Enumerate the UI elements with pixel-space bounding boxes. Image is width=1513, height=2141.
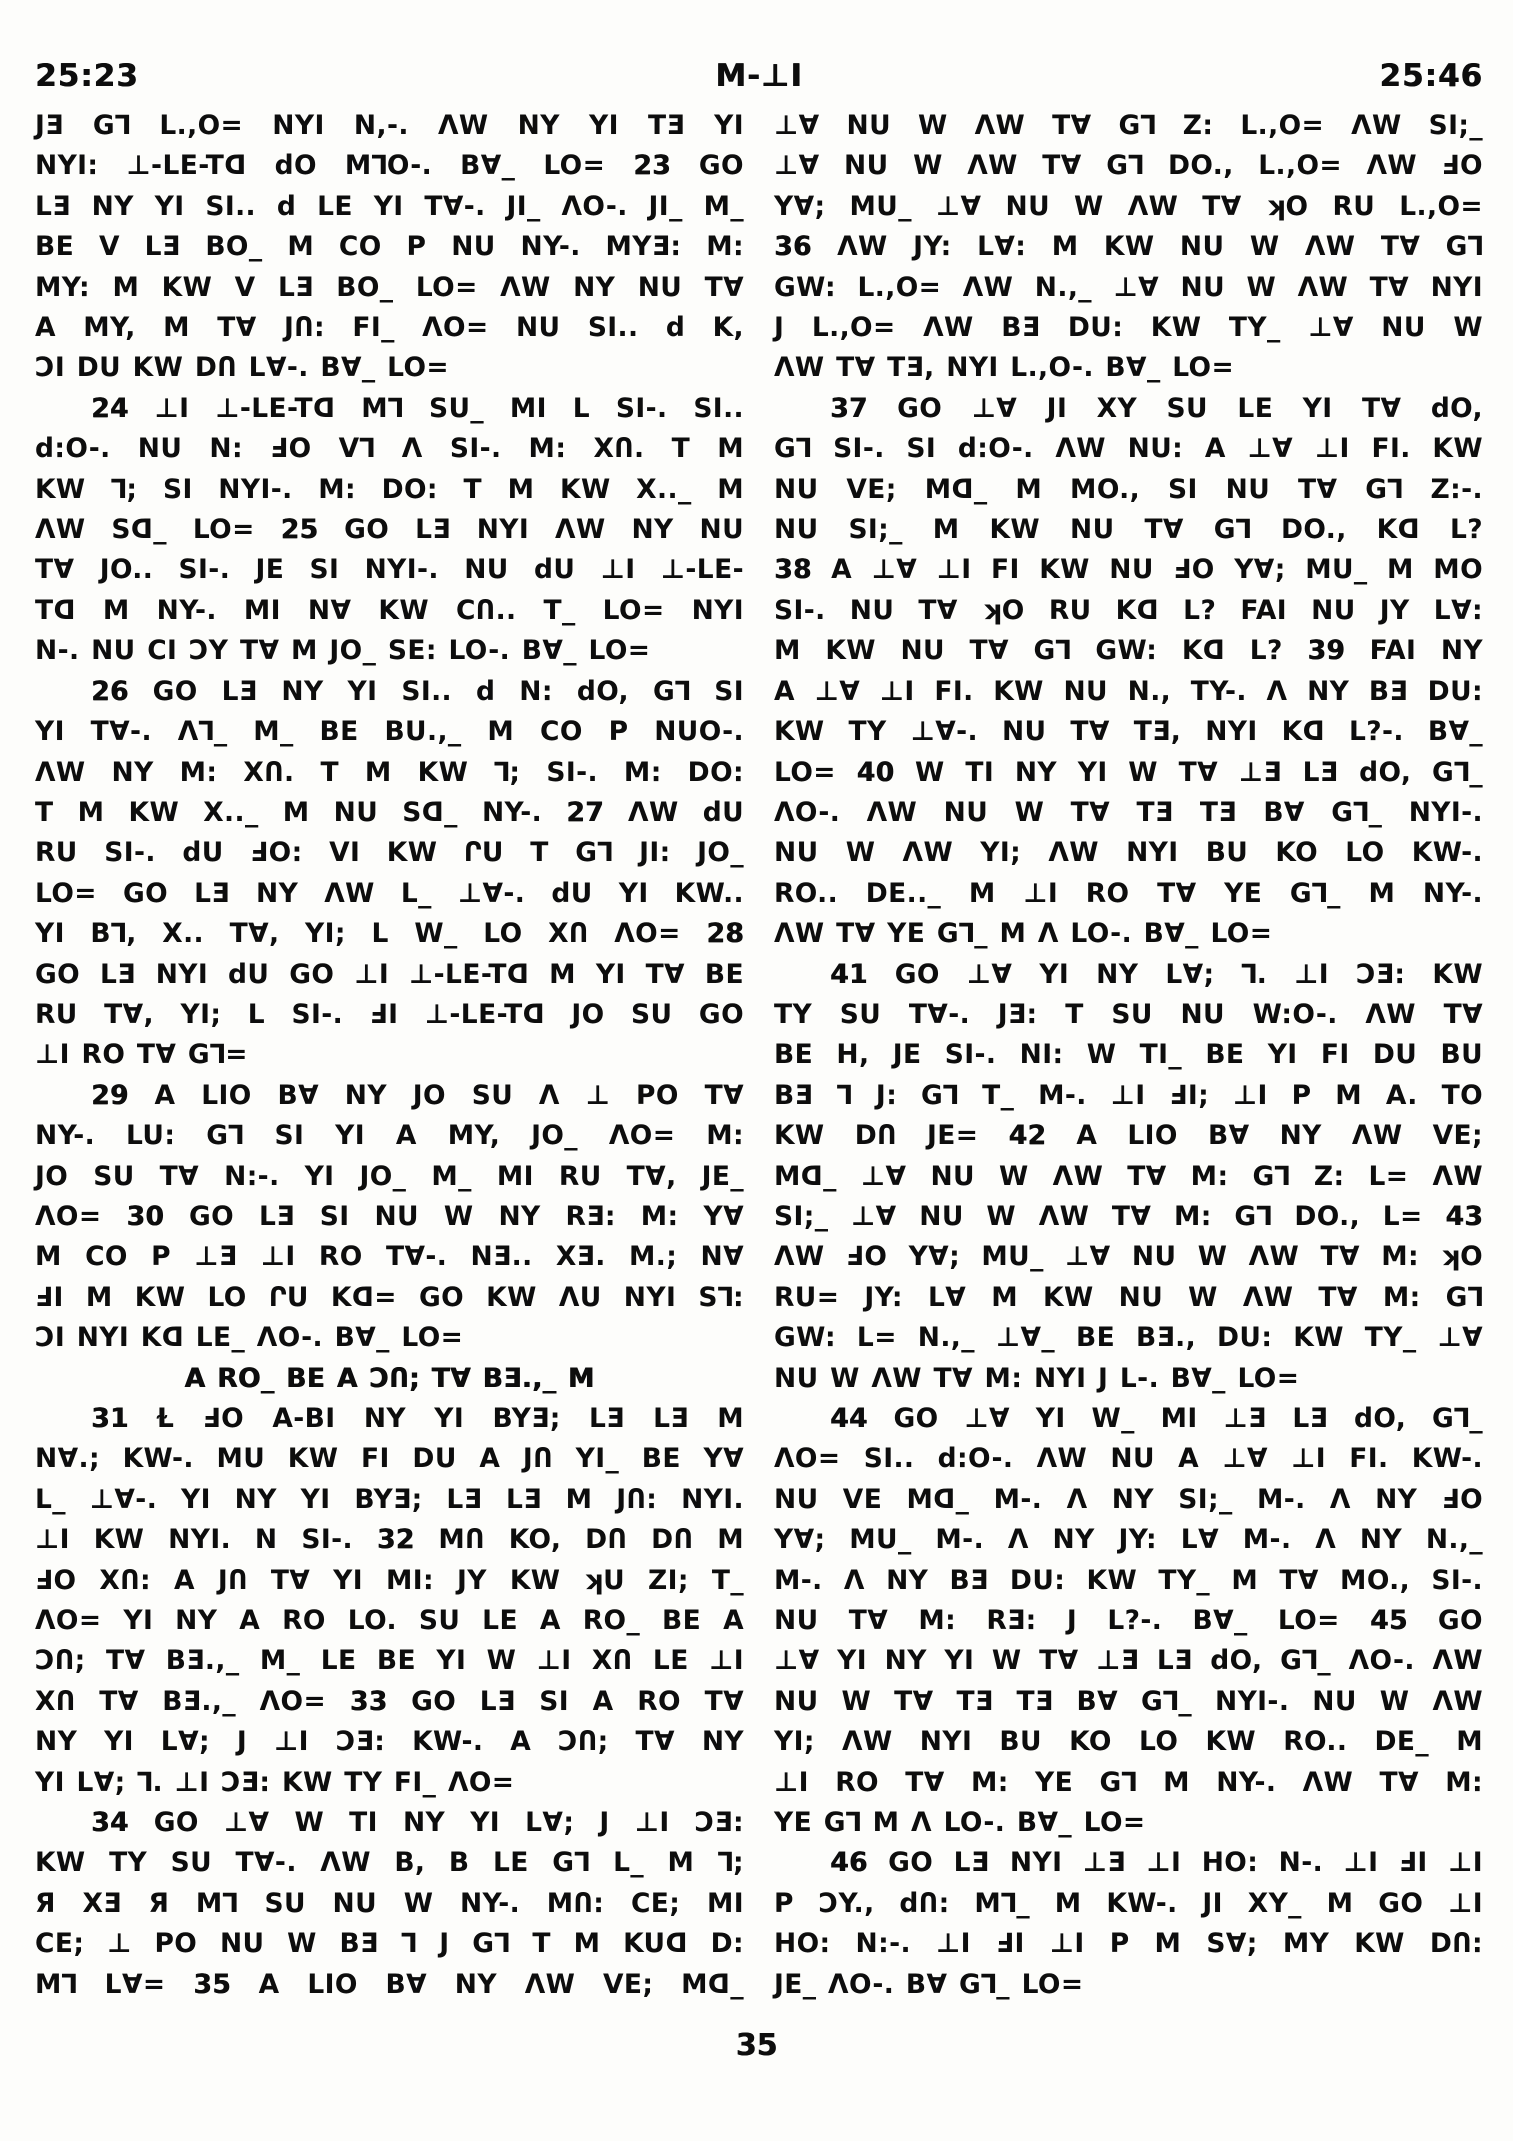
text-line: NYI: ⊥-LE-Tᗡ dO M⅂O-. B∀_ LO= 23 GO	[35, 150, 744, 182]
text-line: 29 A LIO B∀ NY JO SU Ʌ ⊥ PO T∀	[91, 1079, 744, 1111]
text-line: JO SU T∀ N:-. YI JO_ M_ MI RU T∀, JE_	[35, 1160, 744, 1192]
text-line: ⊥I KW NYI. N SI-. 32 MՈ KO, DՈ DՈ M	[35, 1524, 744, 1556]
text-line: RU= JY: L∀ M KW NU W ɅW T∀ M: G⅂	[774, 1281, 1483, 1313]
text-line: NY YI L∀; J ⊥I ƆƎ: KW-. A ƆՈ; T∀ NY	[35, 1726, 744, 1758]
text-line: M⅂ L∀= 35 A LIO B∀ NY ɅW VE; Mᗡ_	[35, 1968, 744, 2000]
text-line: d:O-. NU N: ℲO V⅂ Ʌ SI-. M: XՈ. T M	[35, 433, 744, 465]
right-text-column	[774, 106, 1483, 2005]
text-line: N-. NU CI ƆY T∀ M JO_ SE: LO-. B∀_ LO=	[35, 635, 651, 667]
text-line: Y∀; MU_ ⊥∀ NU W ɅW T∀ ʞO RU L.,O=	[774, 190, 1483, 222]
page-title: M-⊥I	[715, 58, 803, 94]
text-line: JE_ ɅO-. B∀ G⅂_ LO=	[774, 1968, 1084, 2000]
chapter-verse-ref-left: 25:23	[35, 58, 139, 94]
text-line: BƎ ⅂ J: G⅂ T_ M-. ⊥I ℲI; ⊥I P M A. TO	[774, 1079, 1483, 1111]
text-line: TY SU T∀-. JƎ: T SU NU W:O-. ɅW T∀	[774, 998, 1483, 1030]
text-line: 37 GO ⊥∀ JI XY SU LE YI T∀ dO,	[830, 392, 1483, 424]
text-line: T∀ JO.. SI-. JE SI NYI-. NU dU ⊥I ⊥-LE-	[35, 554, 744, 586]
text-line: 41 GO ⊥∀ YI NY L∀; ⅂. ⊥I ƆƎ: KW	[830, 958, 1483, 990]
text-line: BE V LƎ BO_ M CO P NU NY-. MYƎ: M:	[35, 231, 744, 263]
text-line: RU T∀, YI; L SI-. ℲI ⊥-LE-Tᗡ JO SU GO	[35, 998, 744, 1030]
text-line: 38 A ⊥∀ ⊥I FI KW NU ℲO Y∀; MU_ M MO	[774, 554, 1483, 586]
text-line: ɅW NY M: XՈ. T M KW ⅂; SI-. M: DO:	[35, 756, 744, 788]
left-text-column	[35, 106, 744, 2005]
text-line: ⊥I RO T∀ G⅂=	[35, 1039, 248, 1071]
text-line: 31 Ɫ ℲO A-BI NY YI BYƎ; LƎ LƎ M	[91, 1403, 744, 1434]
text-line: A ⊥∀ ⊥I FI. KW NU N., TY-. Ʌ NY BƎ DU:	[774, 675, 1483, 707]
text-line: LO= 40 W TI NY YI W T∀ ⊥Ǝ LƎ dO, G⅂_	[774, 756, 1484, 788]
text-line: G⅂ SI-. SI d:O-. ɅW NU: A ⊥∀ ⊥I FI. KW	[774, 433, 1483, 465]
text-line: L_ ⊥∀-. YI NY YI BYƎ; LƎ LƎ M JՈ: NYI.	[35, 1483, 744, 1515]
text-line: HO: N:-. ⊥I ℲI ⊥I P M S∀; MY KW DՈ:	[774, 1928, 1483, 1960]
text-line: M KW NU T∀ G⅂ GW: Kᗡ L? 39 FAI NY	[774, 635, 1483, 667]
text-line: ⊥I RO T∀ M: YE G⅂ M NY-. ɅW T∀ M:	[774, 1766, 1483, 1798]
text-line: LƎ NY YI SI.. d LE YI T∀-. JI_ ɅO-. JI_ M_	[35, 190, 744, 222]
text-line: Tᗡ M NY-. MI N∀ KW CՈ.. T_ LO= NYI	[35, 594, 744, 626]
text-line: ℲO XՈ: A JՈ T∀ YI MI: JY KW ʞU ZI; T_	[35, 1564, 744, 1596]
text-line: RO.. DE.._ M ⊥I RO T∀ YE G⅂_ M NY-.	[774, 877, 1483, 909]
text-line: 24 ⊥I ⊥-LE-Tᗡ M⅂ SU_ MI L SI-. SI..	[91, 392, 744, 424]
text-line: ɅO= 30 GO LƎ SI NU W NY RƎ: M: Y∀	[35, 1200, 744, 1232]
text-line: KW DՈ JE= 42 A LIO B∀ NY ɅW VE;	[774, 1120, 1483, 1152]
text-line: ɅW T∀ YE G⅂_ M Ʌ LO-. B∀_ LO=	[774, 918, 1273, 950]
text-line: ⊥∀ NU W ɅW T∀ G⅂ DO., L.,O= ɅW ℲO	[774, 150, 1483, 182]
text-line: ƆI DU KW DՈ L∀-. B∀_ LO=	[35, 352, 450, 384]
text-line: Mᗡ_ ⊥∀ NU W ɅW T∀ M: G⅂ Z: L= ɅW	[774, 1160, 1483, 1192]
text-line: YI L∀; ⅂. ⊥I ƆƎ: KW TY FI_ ɅO=	[35, 1766, 515, 1798]
text-line: NU W ɅW YI; ɅW NYI BU KO LO KW-.	[774, 837, 1483, 869]
text-line: ɅO-. ɅW NU W T∀ TƎ TƎ B∀ G⅂_ NYI-.	[774, 796, 1483, 828]
text-line: 46 GO LƎ NYI ⊥Ǝ ⊥I HO: N-. ⊥I ℲI ⊥I	[830, 1847, 1483, 1879]
text-line: NU W T∀ TƎ TƎ B∀ G⅂_ NYI-. NU W ɅW	[774, 1685, 1483, 1717]
text-line: ɅO= SI.. d:O-. ɅW NU A ⊥∀ ⊥I FI. KW-.	[774, 1443, 1483, 1475]
text-line: ⊥∀ YI NY YI W T∀ ⊥Ǝ LƎ dO, G⅂_ ɅO-. ɅW	[774, 1645, 1483, 1677]
text-line: NU T∀ M: RƎ: J L?-. B∀_ LO= 45 GO	[774, 1605, 1483, 1637]
text-line: GO LƎ NYI dU GO ⊥I ⊥-LE-Tᗡ M YI T∀ BE	[35, 958, 744, 990]
text-line: KW TY SU T∀-. ɅW B, B LE G⅂ L_ M ⅂;	[35, 1847, 744, 1879]
chapter-verse-ref-right: 25:46	[1379, 58, 1483, 94]
text-line: YE G⅂ M Ʌ LO-. B∀_ LO=	[774, 1807, 1146, 1839]
text-line: ƆI NYI Kᗡ LE_ ɅO-. B∀_ LO=	[35, 1322, 464, 1354]
text-line: A MY, M T∀ JՈ: FI_ ɅO= NU SI.. d K,	[35, 312, 744, 344]
text-line: NU VE; Mᗡ_ M MO., SI NU T∀ G⅂ Z:-.	[774, 473, 1483, 505]
page-number: 35	[735, 2028, 778, 2063]
text-line: NU W ɅW T∀ M: NYI J L-. B∀_ LO=	[774, 1362, 1300, 1394]
text-line: SI;_ ⊥∀ NU W ɅW T∀ M: G⅂ DO., L= 43	[774, 1200, 1483, 1232]
text-columns	[35, 106, 1483, 2005]
text-line: RU SI-. dU ℲO: VI KW ՐU T G⅂ JI: JO_	[35, 837, 744, 869]
text-line: YI T∀-. Ʌ⅂_ M_ BE BU.,_ M CO P NUO-.	[35, 716, 744, 748]
text-line: ɅW Sᗡ_ LO= 25 GO LƎ NYI ɅW NY NU	[35, 514, 744, 546]
text-line: KW TY ⊥∀-. NU T∀ TƎ, NYI Kᗡ L?-. B∀_	[774, 716, 1483, 748]
text-line: ⊥∀ NU W ɅW T∀ G⅂ Z: L.,O= ɅW SI;_	[774, 110, 1483, 141]
text-line: NU VE Mᗡ_ M-. Ʌ NY SI;_ M-. Ʌ NY ℲO	[774, 1483, 1483, 1515]
text-line: KW ⅂; SI NYI-. M: DO: T M KW X.._ M	[35, 473, 744, 505]
text-line: M CO P ⊥Ǝ ⊥I RO T∀-. NƎ.. XƎ. M.; N∀	[35, 1241, 744, 1273]
text-line: LO= GO LƎ NY ɅW L_ ⊥∀-. dU YI KW..	[35, 877, 744, 909]
text-line: XՈ T∀ BƎ.,_ ɅO= 33 GO LƎ SI A RO T∀	[35, 1685, 744, 1717]
text-line: GW: L= N.,_ ⊥∀_ BE BƎ., DU: KW TY_ ⊥∀	[774, 1322, 1483, 1354]
text-line: MY: M KW V LƎ BO_ LO= ɅW NY NU T∀	[35, 271, 744, 303]
text-line: Я XƎ Я M⅂ SU NU W NY-. MՈ: CE; MI	[35, 1887, 744, 1919]
text-line: P ƆY., dՈ: M⅂_ M KW-. JI XY_ M GO ⊥I	[774, 1887, 1483, 1919]
text-line: ɅO= YI NY A RO LO. SU LE A RO_ BE A	[35, 1605, 744, 1637]
text-line: Y∀; MU_ M-. Ʌ NY JY: L∀ M-. Ʌ NY N.,_	[774, 1524, 1483, 1556]
text-line: ɅW T∀ TƎ, NYI L.,O-. B∀_ LO=	[774, 352, 1235, 384]
text-line: YI B⅂, X.. T∀, YI; L W_ LO XՈ ɅO= 28	[35, 918, 744, 950]
text-line: NU SI;_ M KW NU T∀ G⅂ DO., Kᗡ L?	[774, 514, 1483, 546]
section-heading: A RO_ BE A ƆՈ; T∀ BƎ.,_ M	[184, 1362, 595, 1394]
text-line: CE; ⊥ PO NU W BƎ ⅂ J G⅂ T M KUᗡ D:	[35, 1928, 744, 1960]
text-line: J L.,O= ɅW BƎ DU: KW TY_ ⊥∀ NU W	[774, 312, 1483, 344]
text-line: JƎ G⅂ L.,O= NYI N,-. ɅW NY YI TƎ YI	[35, 110, 744, 141]
running-head	[35, 58, 1483, 94]
text-line: 34 GO ⊥∀ W TI NY YI L∀; J ⊥I ƆƎ:	[91, 1807, 744, 1839]
text-line: NY-. LU: G⅂ SI YI A MY, JO_ ɅO= M:	[35, 1120, 744, 1152]
text-line: YI; ɅW NYI BU KO LO KW RO.. DE_ M	[774, 1726, 1483, 1758]
text-line: 36 ɅW JY: L∀: M KW NU W ɅW T∀ G⅂	[774, 231, 1483, 263]
text-line: ℲI M KW LO ՐU Kᗡ= GO KW ɅU NYI S⅂:	[35, 1281, 744, 1313]
text-line: 44 GO ⊥∀ YI W_ MI ⊥Ǝ LƎ dO, G⅂_	[830, 1403, 1483, 1434]
text-line: ƆՈ; T∀ BƎ.,_ M_ LE BE YI W ⊥I XՈ LE ⊥I	[35, 1645, 744, 1677]
text-line: BE H, JE SI-. NI: W TI_ BE YI FI DU BU	[774, 1039, 1483, 1071]
text-line: 26 GO LƎ NY YI SI.. d N: dO, G⅂ SI	[91, 675, 744, 707]
text-line: T M KW X.._ M NU Sᗡ_ NY-. 27 ɅW dU	[35, 796, 744, 828]
text-line: N∀.; KW-. MU KW FI DU A JՈ YI_ BE Y∀	[35, 1443, 744, 1475]
text-line: GW: L.,O= ɅW N.,_ ⊥∀ NU W ɅW T∀ NYI	[774, 271, 1483, 303]
text-line: M-. Ʌ NY BƎ DU: KW TY_ M T∀ MO., SI-.	[774, 1564, 1483, 1596]
text-line: SI-. NU T∀ ʞO RU Kᗡ L? FAI NU JY L∀:	[774, 594, 1483, 626]
text-line: ɅW ℲO Y∀; MU_ ⊥∀ NU W ɅW T∀ M: ʞO	[774, 1241, 1483, 1273]
